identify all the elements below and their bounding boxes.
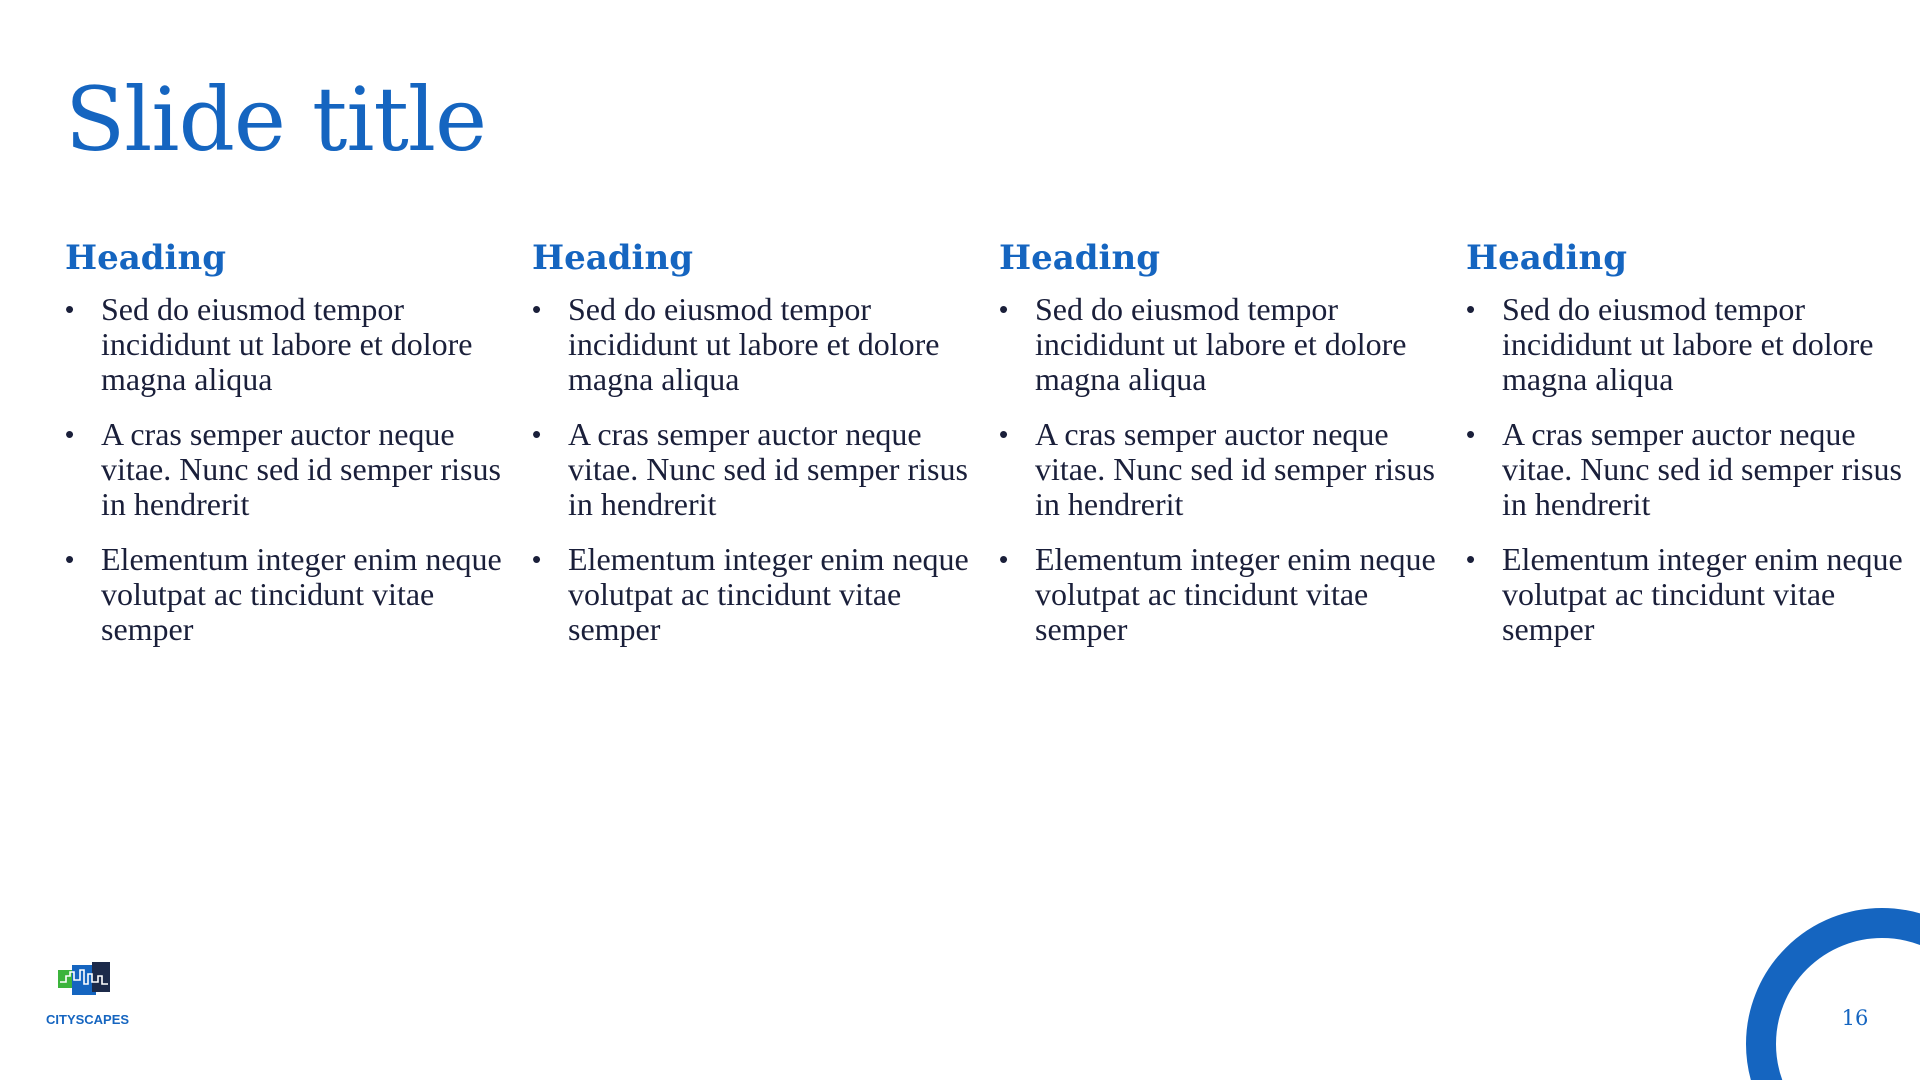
bullet-icon: • <box>1466 419 1476 449</box>
cityscapes-logo <box>46 962 136 1032</box>
bullet-item <box>65 417 506 522</box>
bullet-item <box>532 417 973 522</box>
logo-text: CITYSCAPES <box>46 1012 130 1027</box>
content-column <box>532 236 999 667</box>
bullet-item <box>1466 292 1907 397</box>
bullet-text: A cras semper auctor neque vitae. Nunc sed id semper risus in hendrerit <box>1035 416 1435 522</box>
content-column <box>1466 236 1920 667</box>
bullet-icon: • <box>532 294 542 324</box>
bullet-icon: • <box>1466 544 1476 574</box>
bullet-text: Sed do eiusmod tempor incididunt ut labore et dolore magna aliqua <box>568 291 940 397</box>
decorative-ring <box>1746 908 1920 1080</box>
bullet-icon: • <box>532 419 542 449</box>
bullet-text: A cras semper auctor neque vitae. Nunc sed id semper risus in hendrerit <box>568 416 968 522</box>
bullet-icon: • <box>1466 294 1476 324</box>
bullet-item <box>999 292 1440 397</box>
cityscapes-logo-icon <box>58 962 118 1002</box>
bullet-item <box>999 542 1440 647</box>
bullet-item <box>1466 417 1907 522</box>
bullet-text: Elementum integer enim neque volutpat ac tincidunt vitae semper <box>1502 541 1903 647</box>
bullet-icon: • <box>999 294 1009 324</box>
column-heading: Heading <box>532 238 693 278</box>
bullet-item <box>65 542 506 647</box>
bullet-icon: • <box>999 544 1009 574</box>
bullet-item <box>532 292 973 397</box>
bullet-text: A cras semper auctor neque vitae. Nunc sed id semper risus in hendrerit <box>1502 416 1902 522</box>
bullet-text: Elementum integer enim neque volutpat ac tincidunt vitae semper <box>101 541 502 647</box>
bullet-text: Sed do eiusmod tempor incididunt ut labore et dolore magna aliqua <box>1502 291 1874 397</box>
column-heading: Heading <box>1466 238 1627 278</box>
bullet-list <box>1466 292 1920 647</box>
bullet-icon: • <box>65 544 75 574</box>
bullet-item <box>999 417 1440 522</box>
content-column <box>999 236 1466 667</box>
bullet-text: Sed do eiusmod tempor incididunt ut labore et dolore magna aliqua <box>101 291 473 397</box>
bullet-text: A cras semper auctor neque vitae. Nunc sed id semper risus in hendrerit <box>101 416 501 522</box>
bullet-list <box>999 292 1466 647</box>
bullet-text: Sed do eiusmod tempor incididunt ut labore et dolore magna aliqua <box>1035 291 1407 397</box>
bullet-text: Elementum integer enim neque volutpat ac tincidunt vitae semper <box>1035 541 1436 647</box>
bullet-icon: • <box>999 419 1009 449</box>
bullet-list <box>65 292 532 647</box>
bullet-icon: • <box>65 419 75 449</box>
bullet-icon: • <box>532 544 542 574</box>
bullet-item <box>1466 542 1907 647</box>
slide-title: Slide title <box>65 68 487 171</box>
column-heading: Heading <box>65 238 226 278</box>
bullet-item <box>532 542 973 647</box>
page-number: 16 <box>1841 1006 1869 1030</box>
content-column <box>65 236 532 667</box>
column-heading: Heading <box>999 238 1160 278</box>
bullet-text: Elementum integer enim neque volutpat ac tincidunt vitae semper <box>568 541 969 647</box>
content-columns <box>65 236 1903 667</box>
bullet-icon: • <box>65 294 75 324</box>
bullet-list <box>532 292 999 647</box>
bullet-item <box>65 292 506 397</box>
